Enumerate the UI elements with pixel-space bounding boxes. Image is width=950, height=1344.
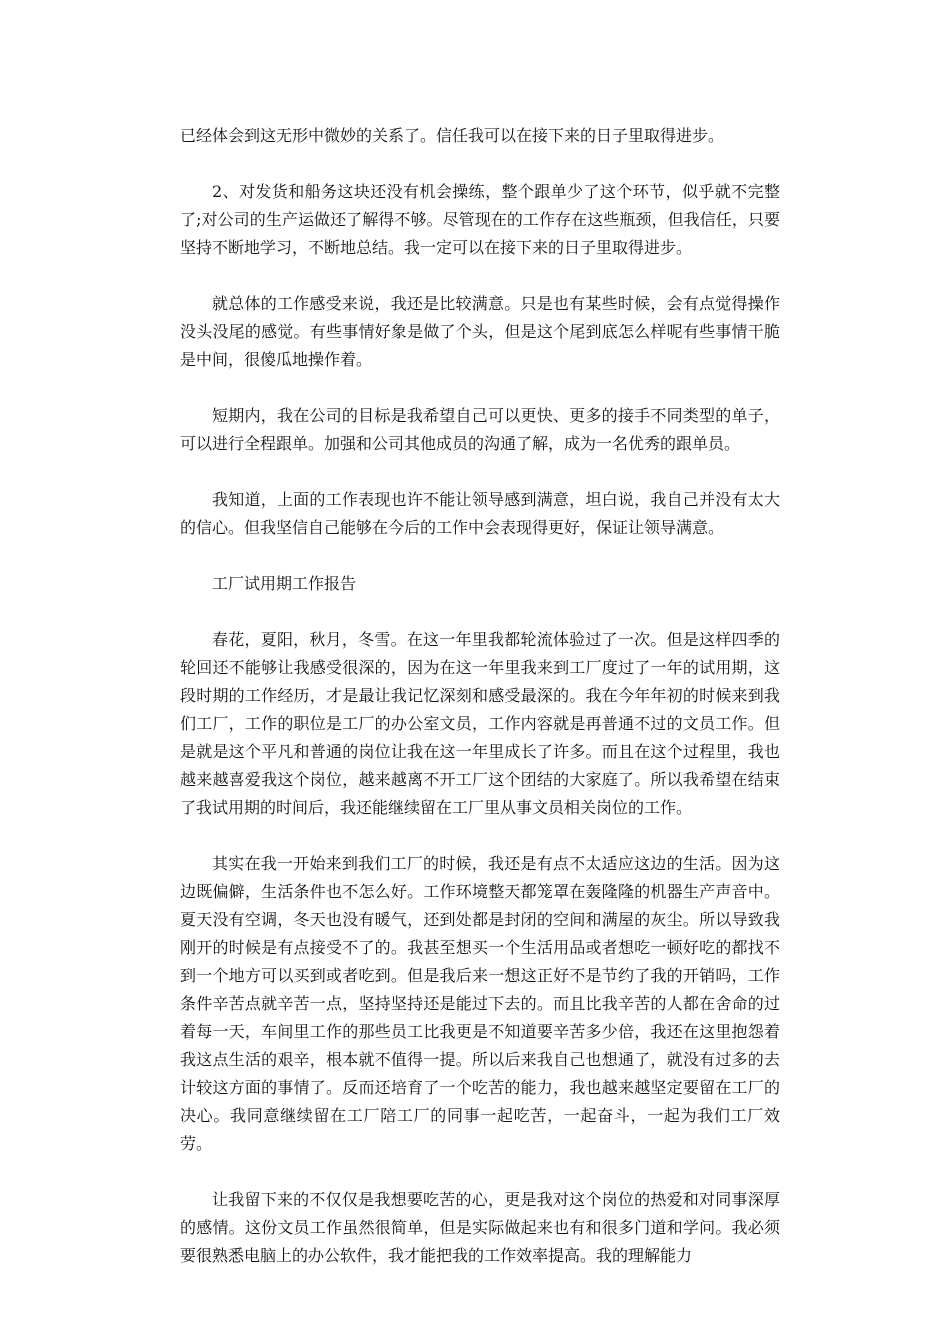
paragraph-5: 我知道，上面的工作表现也许不能让领导感到满意，坦白说，我自己并没有太大的信心。但我坚信自己能够在今后的工作中会表现得更好，保证让领导满意。 [180, 490, 780, 537]
paragraph-7: 春花，夏阳，秋月，冬雪。在这一年里我都轮流体验过了一次。但是这样四季的轮回还不能够让我感受很深的，因为在这一年里我来到工厂度过了一年的试用期，这段时期的工作经历，才是最让我记忆深刻和感受最深的。我在今年年初的时候来到我们工厂，工作的职位是工厂的办公室文员，工作内容就是再普通不过的文员工作。但是就是这个平凡和普通的岗位让我在这一年里成长了许多。而且在这个过程里，我也越来越喜爱我这个岗位，越来越离不开工厂这个团结的大家庭了。所以我希望在结束了我试用期的时间后，我还能继续留在工厂里从事文员相关岗位的工作。 [180, 630, 780, 817]
section-heading: 工厂试用期工作报告 [212, 574, 357, 593]
paragraph-4: 短期内，我在公司的目标是我希望自己可以更快、更多的接手不同类型的单子，可以进行全程跟单。加强和公司其他成员的沟通了解，成为一名优秀的跟单员。 [180, 406, 780, 453]
document-body [180, 122, 780, 1298]
paragraph-2: 2、对发货和船务这块还没有机会操练，整个跟单少了这个环节，似乎就不完整了;对公司的生产运做还了解得不够。尽管现在的工作存在这些瓶颈，但我信任，只要坚持不断地学习，不断地总结。我一定可以在接下来的日子里取得进步。 [180, 182, 780, 257]
paragraph-1: 已经体会到这无形中微妙的关系了。信任我可以在接下来的日子里取得进步。 [180, 126, 725, 145]
paragraph-9: 让我留下来的不仅仅是我想要吃苦的心，更是我对这个岗位的热爱和对同事深厚的感情。这份文员工作虽然很简单，但是实际做起来也有和很多门道和学问。我必须要很熟悉电脑上的办公软件，我才能把我的工作效率提高。我的理解能力 [180, 1190, 780, 1265]
paragraph-3: 就总体的工作感受来说，我还是比较满意。只是也有某些时候，会有点觉得操作没头没尾的感觉。有些事情好象是做了个头，但是这个尾到底怎么样呢有些事情干脆是中间，很傻瓜地操作着。 [180, 294, 780, 369]
paragraph-8: 其实在我一开始来到我们工厂的时候，我还是有点不太适应这边的生活。因为这边既偏僻，生活条件也不怎么好。工作环境整天都笼罩在轰隆隆的机器生产声音中。夏天没有空调，冬天也没有暖气，还到处都是封闭的空间和满屋的灰尘。所以导致我刚开的时候是有点接受不了的。我甚至想买一个生活用品或者想吃一顿好吃的都找不到一个地方可以买到或者吃到。但是我后来一想这正好不是节约了我的开销吗，工作条件辛苦点就辛苦一点，坚持坚持还是能过下去的。而且比我辛苦的人都在舍命的过着每一天，车间里工作的那些员工比我更是不知道要辛苦多少倍，我还在这里抱怨着我这点生活的艰辛，根本就不值得一提。所以后来我自己也想通了，就没有过多的去计较这方面的事情了。反而还培育了一个吃苦的能力，我也越来越坚定要留在工厂的决心。我同意继续留在工厂陪工厂的同事一起吃苦，一起奋斗，一起为我们工厂效劳。 [180, 854, 780, 1153]
